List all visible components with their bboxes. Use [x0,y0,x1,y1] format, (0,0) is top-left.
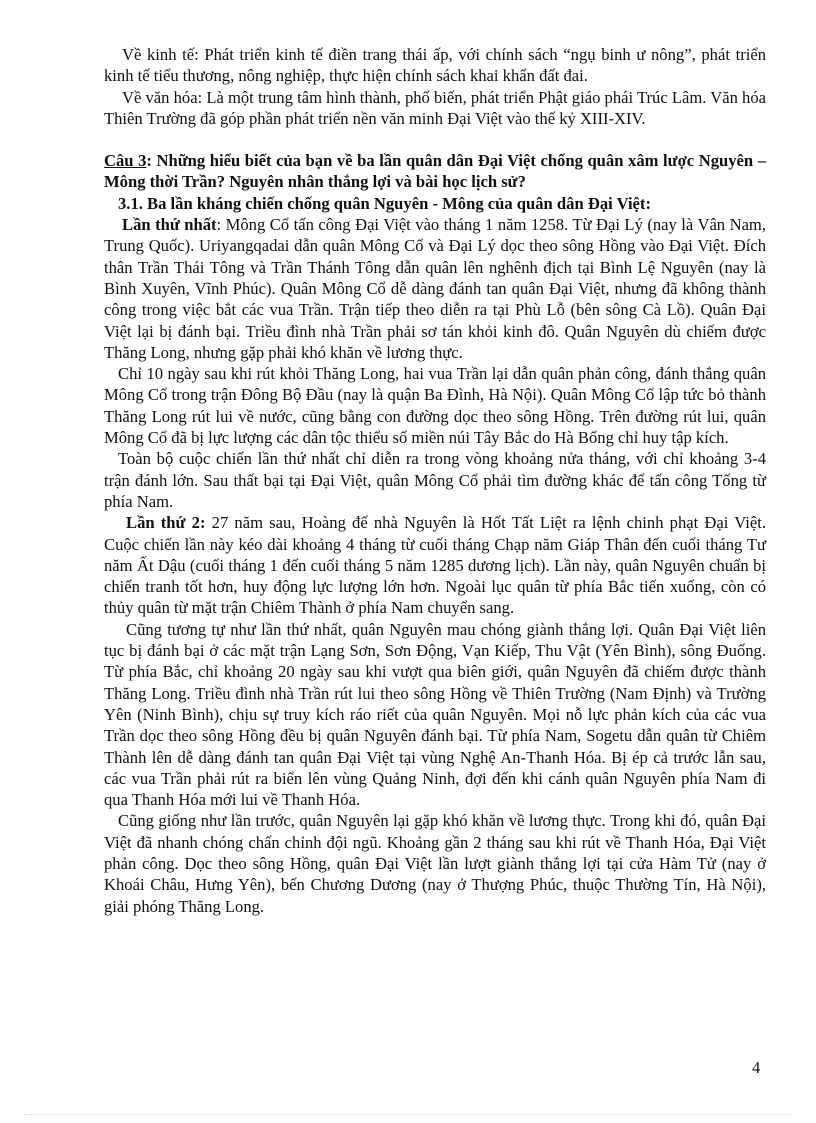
lan2-paragraph-1 [104,512,766,618]
lan2-label: Lần thứ 2: [126,513,206,533]
lan1-text-1: : Mông Cổ tấn công Đại Việt vào tháng 1 năm 1258. Từ Đại Lý (nay là Vân Nam, Trung Quốc). Uriyangqadai dẫn quân Mông Cổ và Đại Lý dọc theo sông Hồng vào Đại Việt. Đích thân Trần Thái Tông và Trần Thánh Tông dẫn quân lên nghênh địch tại Bình Lệ Nguyên (nay là Bình Xuyên, Vĩnh Phúc). Quân Mông Cổ dễ dàng đánh tan quân Đại Việt, nhưng đã không thành công trong việc bắt các vua Trần. Trận tiếp theo diễn ra tại Phù Lỗ (bên sông Cà Lồ). Quân Đại Việt lại bị đánh bại. Triều đình nhà Trần phải sơ tán khỏi kinh đô. Quân Nguyên dù chiếm được Thăng Long, nhưng gặp phải khó khăn về lương thực. [104,215,766,362]
lan2-paragraph-2: Cũng tương tự như lần thứ nhất, quân Nguyên mau chóng giành thắng lợi. Quân Đại Việt liên tục bị đánh bại ở các mặt trận Lạng Sơn, Sơn Động, Vạn Kiếp, Thu Vật (Yên Bình), sông Đuống. Từ phía Bắc, chỉ khoảng 20 ngày sau khi vượt qua biên giới, quân Nguyên đã chiếm được thành Thăng Long. Triều đình nhà Trần rút lui theo sông Hồng về Thiên Trường (Nam Định) và Trường Yên (Ninh Bình), chịu sự truy kích ráo riết của quân Nguyên. Mọi nỗ lực phản kích của các vua Trần dọc theo sông Hồng đều bị quân Nguyên đánh bại. Từ phía Nam, Sogetu dẫn quân từ Chiêm Thành lên dễ dàng đánh tan quân Đại Việt tại vùng Nghệ An-Thanh Hóa. Bị ép cả trước lẫn sau, các vua Trần phải rút ra biển lên vùng Quảng Ninh, đợi đến khi cánh quân Nguyên phía Nam đi qua Thanh Hóa mới lui về Thanh Hóa. [104,619,766,810]
lan1-paragraph-2: Chỉ 10 ngày sau khi rút khỏi Thăng Long, hai vua Trần lại dẫn quân phản công, đánh thắng quân Mông Cổ trong trận Đông Bộ Đầu (nay là quận Ba Đình, Hà Nội). Quân Mông Cổ lập tức bỏ thành Thăng Long rút lui về nước, cũng bằng con đường dọc theo sông Hồng. Trên đường rút lui, quân Mông Cổ đã bị lực lượng các dân tộc thiểu số miền núi Tây Bắc do Hà Bổng chỉ huy tập kích. [104,364,766,448]
lan1-label: Lần thứ nhất [122,215,217,235]
lan1-paragraph-3: Toàn bộ cuộc chiến lần thứ nhất chỉ diễn ra trong vòng khoảng nửa tháng, với chỉ khoảng 3-4 trận đánh lớn. Sau thất bại tại Đại Việt, quân Mông Cổ phải tìm đường khác để tấn công Tống từ phía Nam. [104,449,766,511]
lan2-paragraph-3: Cũng giống như lần trước, quân Nguyên lại gặp khó khăn về lương thực. Trong khi đó, quân Đại Việt đã nhanh chóng chấn chỉnh đội ngũ. Khoảng gần 2 tháng sau khi rút về Thanh Hóa, Đại Việt phản công. Dọc theo sông Hồng, quân Đại Việt lần lượt giành thắng lợi tại cửa Hàm Tử (nay ở Khoái Châu, Hưng Yên), bến Chương Dương (nay ở Thượng Phúc, thuộc Thường Tín, Hà Nội), giải phóng Thăng Long. [104,811,766,916]
document-page [104,44,766,917]
paragraph-van-hoa: Về văn hóa: Là một trung tâm hình thành, phổ biến, phát triển Phật giáo phái Trúc Lâm. Văn hóa Thiên Trường đã góp phần phát triển nền văn minh Đại Việt vào thế kỷ XIII-XIV. [104,87,766,128]
question-text: : Những hiểu biết của bạn về ba lần quân dân Đại Việt chống quân xâm lược Nguyên – Mông thời Trần? Nguyên nhân thắng lợi và bài học lịch sử? [104,151,766,192]
spacer [104,129,766,150]
lan2-text-1: 27 năm sau, Hoàng đế nhà Nguyên là Hốt Tất Liệt ra lệnh chinh phạt Đại Việt. Cuộc chiến lần này kéo dài khoảng 4 tháng từ cuối tháng Chạp năm Giáp Thân đến cuối tháng Tư năm Ất Dậu (cuối tháng 1 đến cuối tháng 5 năm 1285 dương lịch). Lần này, quân Nguyên chuẩn bị chiến tranh tốt hơn, huy động lực lượng lớn hơn. Ngoài lục quân từ phía Bắc tiến xuống, còn có thủy quân từ mặt trận Chiêm Thành ở phía Nam chuyển sang. [104,513,766,618]
page-number: 4 [752,1058,761,1077]
question-label: Câu 3 [104,151,147,171]
paragraph-kinh-te: Về kinh tế: Phát triển kinh tế điền trang thái ấp, với chính sách “ngụ binh ư nông”, phát triển kinh tế tiểu thương, nông nghiệp, thực hiện chính sách khai khẩn đất đai. [104,45,766,86]
question-heading [104,150,766,193]
footer-divider [24,1114,792,1115]
section-title: 3.1. Ba lần kháng chiến chống quân Nguyên - Mông của quân dân Đại Việt: [118,193,651,213]
lan1-paragraph-1 [104,214,766,363]
